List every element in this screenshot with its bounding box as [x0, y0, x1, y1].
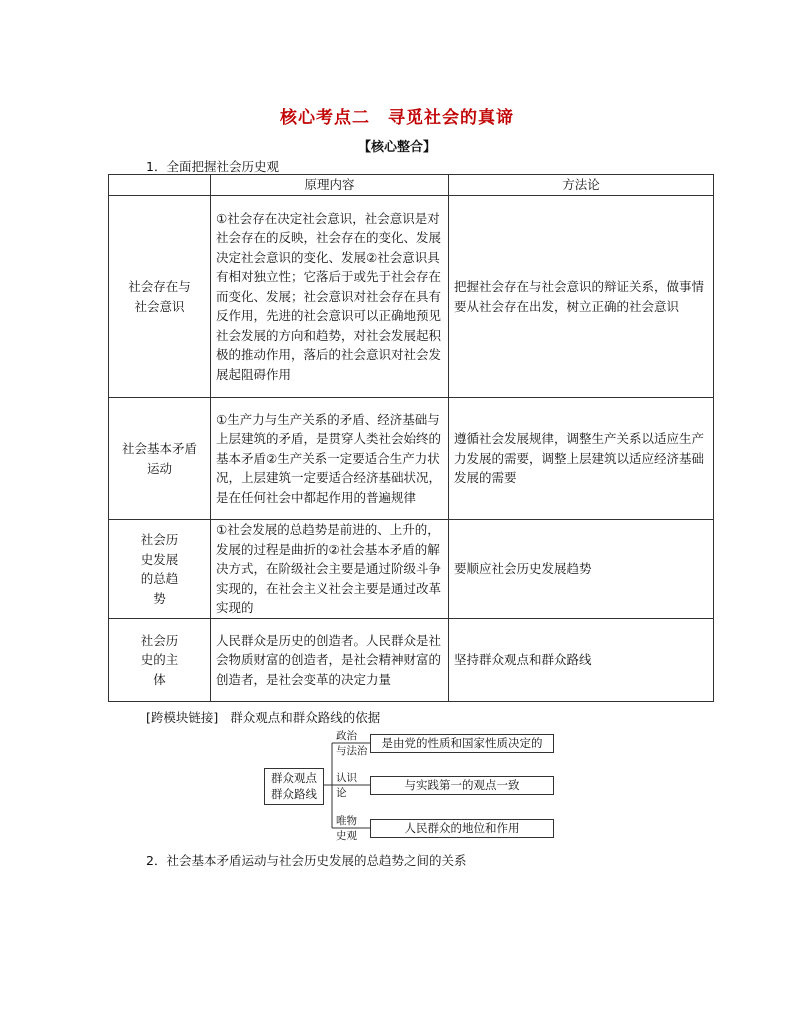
- center-concept-line: 群众路线: [271, 787, 317, 801]
- section-heading-2: 2．社会基本矛盾运动与社会历史发展的总趋势之间的关系: [146, 853, 467, 868]
- row-principle: 人民群众是历史的创造者。人民群众是社会物质财富的创造者，是社会精神财富的创造者，是社会变革的决定力量: [211, 619, 449, 702]
- branch-box: 人民群众的地位和作用: [370, 819, 554, 838]
- branch-label-line: 论: [336, 787, 347, 799]
- branch-label: [336, 814, 357, 844]
- row-principle: ①社会发展的总趋势是前进的、上升的，发展的过程是曲折的②社会基本矛盾的解决方式，在阶级社会主要是通过阶级斗争实现的，在社会主义社会主要是通过改革实现的: [211, 520, 449, 619]
- branch-label: [336, 729, 368, 759]
- table-row: [109, 398, 714, 520]
- branch-label-line: 政治: [336, 730, 357, 742]
- row-principle: ①社会存在决定社会意识，社会意识是对社会存在的反映，社会存在的变化、发展决定社会意识的变化、发展②社会意识具有相对独立性；它落后于或先于社会存在而变化、发展；社会意识对社会存在具有反作用，先进的社会意识可以正确地预见社会发展的方向和趋势，对社会发展起积极的推动作用，落后的社会意识对社会发展起阻碍作用: [211, 196, 449, 398]
- cross-module-link: [146, 708, 380, 726]
- table-header-cell: [109, 175, 211, 196]
- page-title: 核心考点二 寻觅社会的真谛: [280, 108, 514, 128]
- basis-diagram: [264, 728, 564, 843]
- row-method: 要顺应社会历史发展趋势: [449, 520, 714, 619]
- row-topic: 社会基本矛盾运动: [121, 441, 197, 476]
- table-header-cell: 方法论: [449, 175, 714, 196]
- branch-label-line: 与法治: [336, 745, 368, 757]
- branch-label: [336, 771, 357, 801]
- branch-label-line: 史观: [336, 830, 357, 842]
- section-heading-1: 1．全面把握社会历史观: [146, 159, 279, 174]
- cross-module-tag: [跨模块链接]: [146, 710, 219, 725]
- row-method: 坚持群众观点和群众路线: [449, 619, 714, 702]
- branch-box: 与实践第一的观点一致: [370, 776, 554, 795]
- table-header-row: [109, 175, 714, 196]
- row-method: 把握社会存在与社会意识的辩证关系，做事情要从社会存在出发，树立正确的社会意识: [449, 196, 714, 398]
- table-row: [109, 196, 714, 398]
- row-topic: 社会历史的主体: [140, 632, 179, 687]
- table-header-cell: 原理内容: [211, 175, 449, 196]
- branch-box: 是由党的性质和国家性质决定的: [370, 734, 554, 753]
- row-topic: 社会历史发展的总趋势: [140, 532, 179, 606]
- row-topic: 社会存在与社会意识: [128, 279, 191, 314]
- branch-label-line: 唯物: [336, 815, 357, 827]
- table-row: [109, 520, 714, 619]
- center-concept-box: [264, 768, 324, 805]
- branch-label-line: 认识: [336, 772, 357, 784]
- center-concept-line: 群众观点: [271, 771, 317, 785]
- table-row: [109, 619, 714, 702]
- cross-module-text: 群众观点和群众路线的依据: [230, 710, 381, 725]
- row-method: 遵循社会发展规律，调整生产关系以适应生产力发展的需要，调整上层建筑以适应经济基础发展的需要: [449, 398, 714, 520]
- social-history-table: [108, 174, 714, 702]
- section-subtitle: 【核心整合】: [357, 140, 436, 155]
- row-principle: ①生产力与生产关系的矛盾、经济基础与上层建筑的矛盾，是贯穿人类社会始终的基本矛盾②生产关系一定要适合生产力状况，上层建筑一定要适合经济基础状况，是在任何社会中都起作用的普遍规律: [211, 398, 449, 520]
